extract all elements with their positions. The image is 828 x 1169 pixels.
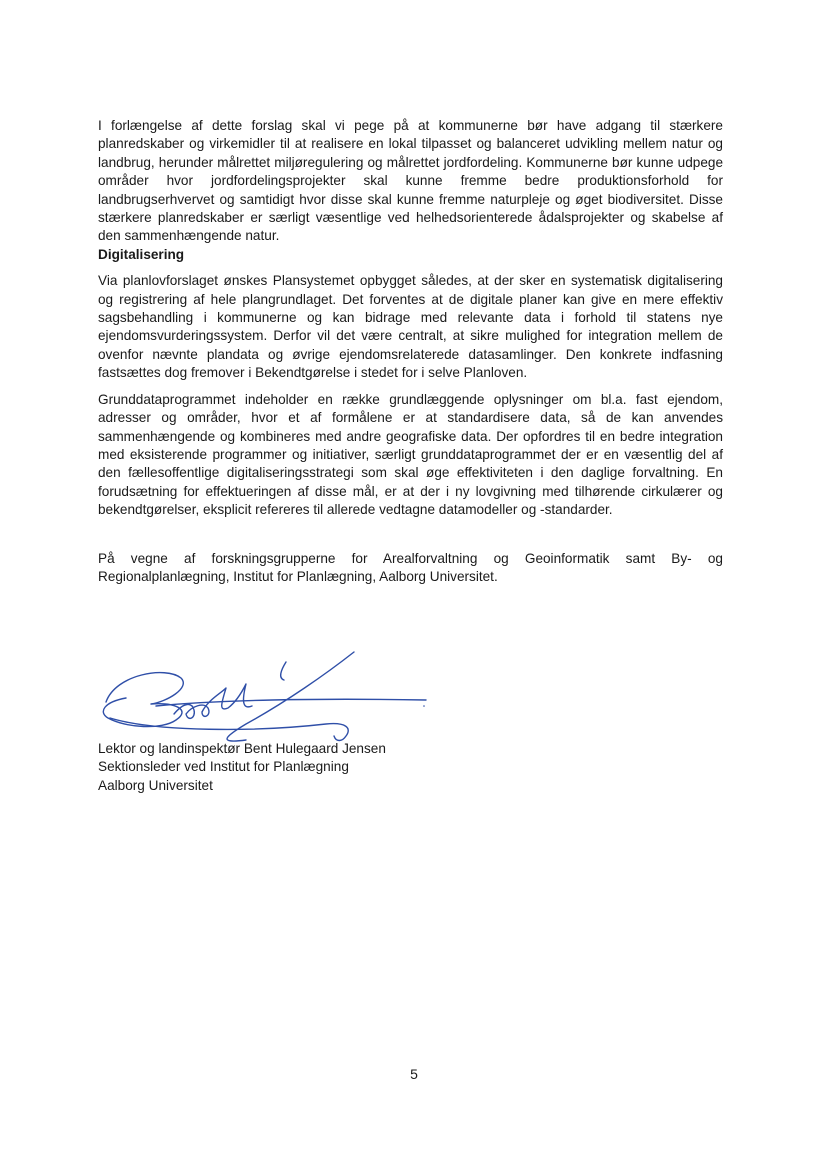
paragraph-grunddata: Grunddataprogrammet indeholder en række grundlæggende oplysninger om bl.a. fast ejendom, adresser og områder, hvor et af formålene er at standardisere data, så de kan anvendes sammenhængende og kombineres med andre geografiske data. Der opfordres til en bedre integration med eksisterende programmer og initiativer, særligt grunddataprogrammet der er en væsentlig del af den fællesoffentlige digitaliseringsstrategi som skal øge effektiviteten i den daglige forvaltning. En forudsætning for effektueringen af disse mål, er at der i ny lovgivning med tilhørende cirkulærer og bekendtgørelser, eksplicit refereres til allerede vedtagne datamodeller og -standarder. <box>98 391 723 518</box>
handwritten-signature <box>96 644 436 754</box>
paragraph-planning-tools: I forlængelse af dette forslag skal vi pege på at kommunerne bør have adgang til stærkere planredskaber og virkemidler til at realisere en lokal tilpasset og balanceret udvikling mellem natur og landbrug, herunder målrettet miljøregulering og målrettet jordfordeling. Kommunerne bør kunne udpege områder hvor jordfordelingsprojekter skal kunne fremme bedre produktionsforhold for landbrugserhvervet og samtidigt hvor disse skal kunne fremme naturpleje og øget biodiversitet. Disse stærkere planredskaber er særligt væsentlige ved helhedsorienterede ådalsprojekter og skabelse af den sammenhængende natur. <box>98 118 723 244</box>
signer-block <box>98 740 386 795</box>
signer-institution: Aalborg Universitet <box>98 777 213 793</box>
signature-drawing <box>96 644 436 754</box>
paragraph-digital-plans: Via planlovforslaget ønskes Plansystemet opbygget således, at der sker en systematisk digitalisering og registrering af hele plangrundlaget. Det forventes at de digitale planer kan give en mere effektiv sagsbehandling i kommunerne og kan bidrage med relevante data i forhold til statens nye ejendomsvurderingssystem. Derfor vil det være centralt, at sikre mulighed for integration mellem de ovenfor nævnte plandata og øvrige ejendomsrelaterede datasamlinger. Den konkrete indfasning fastsættes dog fremover i Bekendtgørelse i stedet for i selve Planloven. <box>98 273 723 381</box>
paragraph-on-behalf: På vegne af forskningsgrupperne for Arealforvaltning og Geoinformatik samt By- og Regionalplanlægning, Institut for Planlægning, Aalborg Universitet. <box>98 550 723 584</box>
page-number: 5 <box>410 1066 418 1082</box>
body-content <box>98 117 723 586</box>
signature-stroke-b <box>103 673 183 727</box>
signature-stroke-tail <box>156 699 426 706</box>
signer-title: Lektor og landinspektør Bent Hulegaard Jensen <box>98 741 386 756</box>
signature-stroke-hook <box>281 662 286 680</box>
signer-position: Sektionsleder ved Institut for Planlægning <box>98 759 349 775</box>
section-heading-digitalisering: Digitalisering <box>98 246 185 262</box>
signature-stroke-underline <box>110 718 348 741</box>
